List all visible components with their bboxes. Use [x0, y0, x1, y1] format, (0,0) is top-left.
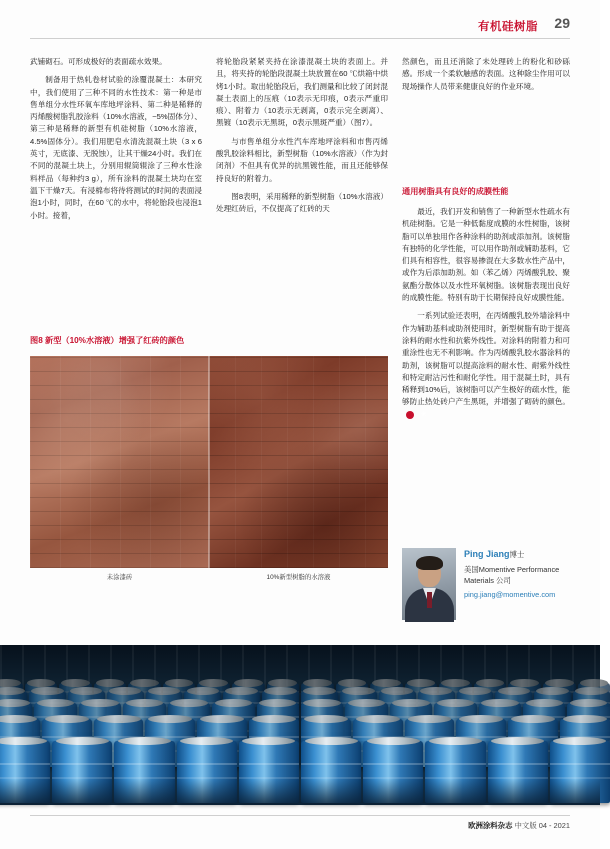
paragraph-text: 一系列试验还表明，在丙烯酸乳胶外墙涂料中作为辅助基料或助剂使用时，新型树脂有助于提高涂料的耐水性和抗紫外线性。对涂料的附着力和可重涂性也无不利影响。作为丙烯酸乳胶水器涂料的助剂，该树脂可以提高涂料的耐水性、耐紫外线性和特定耐沾污性和耐化学性。用于混凝土时，具有稀释到10%后，该树脂可以产生极好的疏水性，能够防止热处砖户产生黑斑，并增强了砌砖的颜色。: [402, 311, 570, 407]
body-column-3-upper: [402, 56, 570, 99]
author-email[interactable]: ping.jiang@momentive.com: [464, 589, 556, 599]
paragraph-with-end-mark: [402, 310, 570, 421]
author-details: [464, 548, 570, 600]
author-photo: [402, 548, 456, 620]
section-heading: 通用树脂具有良好的成膜性能: [402, 187, 509, 196]
brick-treated: [209, 356, 388, 568]
body-column-3-lower: [402, 206, 570, 427]
photo-tie-shape: [427, 592, 432, 608]
author-name-suffix: 博士: [509, 550, 525, 559]
paragraph: 然颜色，而且还消除了未处理砖上的粉化和砂砾感。形成一个柔软触感的表面。这种除尘作用可以现场操作人员带来健康良好的作业环境。: [402, 57, 570, 91]
figure-caption: 图8 新型（10%水溶液）增强了红砖的颜色: [30, 336, 185, 345]
author-name: [464, 548, 570, 562]
paragraph: 最近，我们开发和销售了一种新型水性疏水有机硅树脂。它是一种低黏度成膜的水性树脂，该树脂可以单独用作各种涂料的助剂或添加剂。该树脂有独特的化学性能，可以用作助剂或辅助基料，它们具有相容性，很容易掺混在大多数水性产品中，或作为后添加助剂。如（苯乙烯）丙烯酸乳胶、聚氨酯分散体以及水性环氧树脂。该树脂表现出良好的成膜性能。特别有助于长期保持良好成膜性能。: [402, 207, 570, 303]
footer-edition: 中文版 04 - 2021: [514, 821, 570, 830]
footer-publication: 欧洲涂料杂志: [468, 821, 513, 830]
body-column-1: [30, 56, 202, 228]
author-name-text: Ping Jiang: [464, 549, 510, 559]
figure-label-right: 10%新型树脂的水溶液: [266, 574, 331, 581]
photo-hair-shape: [416, 556, 443, 570]
page-header: [0, 0, 600, 40]
page-number: 29: [554, 15, 570, 31]
paragraph: 将轮胎段紧紧夹持在涂漆混凝土块的表面上。并且，将夹持的轮胎段混凝土块放置在60 ℃烘箱中烘烤1小时。取出轮胎段后，我们测量和比较了闭封混凝土表面上的压痕（10表示无印痕，0表示严重印痕）、附着力（10表示无剥离，0表示完全剥离）、黑镀（10表示无黑斑，0表示黑斑严重）（图7）。: [216, 57, 388, 128]
author-affiliation: 美国Momentive Performance Materials 公司: [464, 564, 560, 585]
article-end-icon: ❋: [406, 411, 414, 419]
photo-floor-shadow: [0, 779, 600, 805]
footer-caption: [468, 820, 570, 831]
figure-image-brick-comparison: [30, 356, 388, 581]
paragraph: 制备用于热轧卷材试验的涂覆混凝土：本研究中，我们使用了三种不同的水性技术：第一种是市售单组分水性环氧车库地坪涂料、第二种是稀释的丙烯酸树脂乳胶涂料（10%水溶液，~5%固体分）、第三种是稀释的新型有机硅树脂（10%水溶液，4.5%固体分）。我们用肥皂水清洗混凝土块（3 x 6英寸，无底漆、无脱蚀），让其干燥24小时。我们在不同的混凝土块上，分别用辊筒辊涂了三种水性涂料样品（每种约3 g），所有涂料的混凝土块均在室温下干燥7天。有浸棉布将待将测试的时间的表面浸泡1小时，同时，在60 ℃的水中，将轮胎段也浸泡1小时。接着，: [30, 75, 202, 220]
paragraph: 武铺砌石。可形成极好的表面疏水效果。: [30, 57, 167, 66]
paragraph: 图8表明，采用稀释的新型树脂（10%水溶液）处理红砖后，不仅提高了红砖的天: [216, 191, 388, 214]
body-column-2: [216, 56, 388, 222]
paragraph: 与市售单组分水性汽车库地坪涂料和市售丙烯酸乳胶涂料相比，新型树脂（10%水溶液）（作为封闭剂）不但具有优异的抗黑镀性能，而且还能够保持良好的附着力。: [216, 136, 388, 183]
page-footer: [30, 815, 570, 833]
header-divider: [30, 38, 570, 39]
brick-untreated: [30, 356, 209, 568]
figure-label-left: 未涂漆砖: [106, 574, 133, 581]
bottom-photo-drum-warehouse: [0, 645, 600, 805]
footer-divider: [30, 815, 570, 816]
figure-divider: [208, 356, 210, 568]
page-title: 有机硅树脂: [478, 21, 538, 33]
